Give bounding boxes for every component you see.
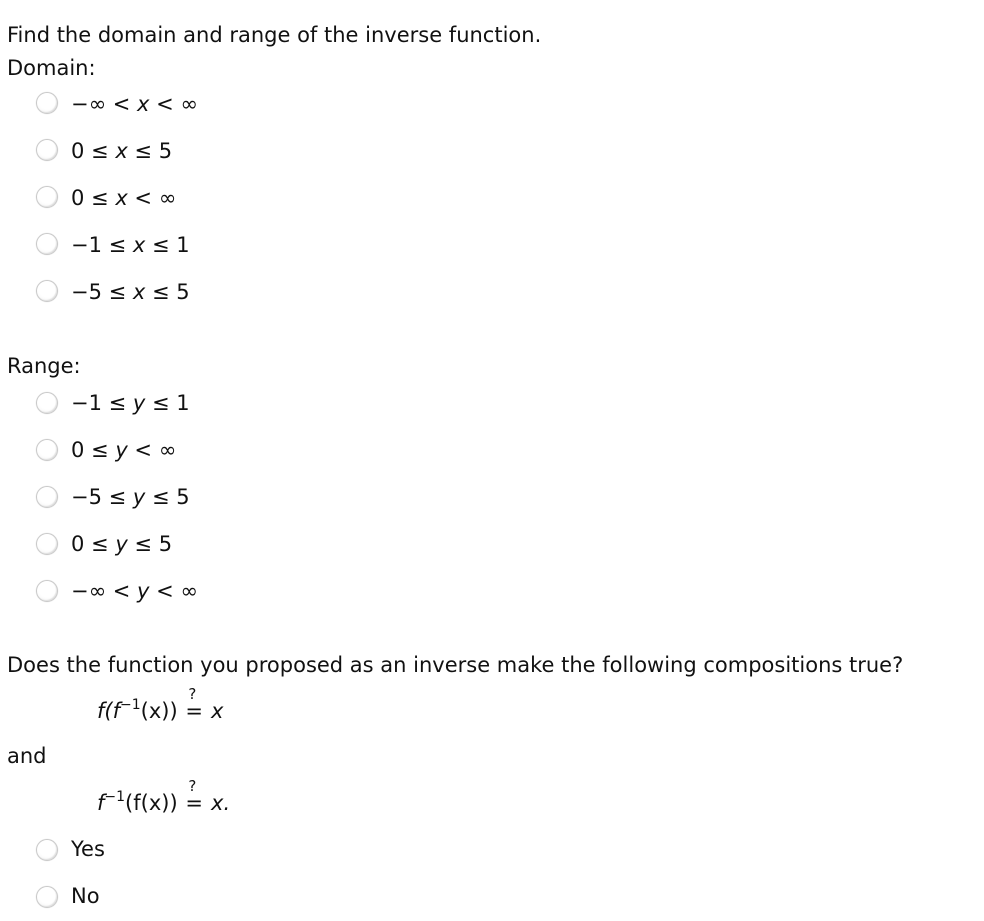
domain-option-label: 0 ≤ x < ∞ xyxy=(71,186,177,210)
range-radio-5[interactable] xyxy=(36,580,58,602)
domain-radio-2[interactable] xyxy=(36,139,58,161)
domain-option-label: −5 ≤ x ≤ 5 xyxy=(71,280,190,304)
range-radio-3[interactable] xyxy=(36,486,58,508)
question-equals-symbol: ? = xyxy=(185,777,203,815)
question-equals-symbol: ? = xyxy=(185,685,203,723)
domain-option-label: −∞ < x < ∞ xyxy=(71,92,198,116)
range-radio-2[interactable] xyxy=(36,439,58,461)
no-label: No xyxy=(71,884,100,908)
and-text: and xyxy=(7,744,47,768)
domain-radio-1[interactable] xyxy=(36,92,58,114)
range-option-label: −∞ < y < ∞ xyxy=(71,579,198,603)
range-radio-1[interactable] xyxy=(36,392,58,414)
domain-option-label: −1 ≤ x ≤ 1 xyxy=(71,233,190,257)
range-radio-4[interactable] xyxy=(36,533,58,555)
question-prompt: Find the domain and range of the inverse function. xyxy=(7,23,542,47)
range-option-label: 0 ≤ y < ∞ xyxy=(71,438,177,462)
domain-heading: Domain: xyxy=(7,56,96,80)
range-option-label: −5 ≤ y ≤ 5 xyxy=(71,485,190,509)
yes-radio[interactable] xyxy=(36,839,58,861)
composition-question: Does the function you proposed as an inverse make the following compositions true? xyxy=(7,653,904,677)
range-option-label: 0 ≤ y ≤ 5 xyxy=(71,532,173,556)
yes-label: Yes xyxy=(71,837,105,861)
composition-formula-2: $f^{-1}(f(x))$ ? = x. xyxy=(97,777,231,815)
no-radio[interactable] xyxy=(36,886,58,908)
domain-option-label: 0 ≤ x ≤ 5 xyxy=(71,139,173,163)
domain-radio-5[interactable] xyxy=(36,280,58,302)
domain-radio-4[interactable] xyxy=(36,233,58,255)
range-option-label: −1 ≤ y ≤ 1 xyxy=(71,391,190,415)
composition-formula-1: $f(f^{-1}(x))$ ? = x xyxy=(97,685,224,723)
range-heading: Range: xyxy=(7,354,81,378)
domain-radio-3[interactable] xyxy=(36,186,58,208)
